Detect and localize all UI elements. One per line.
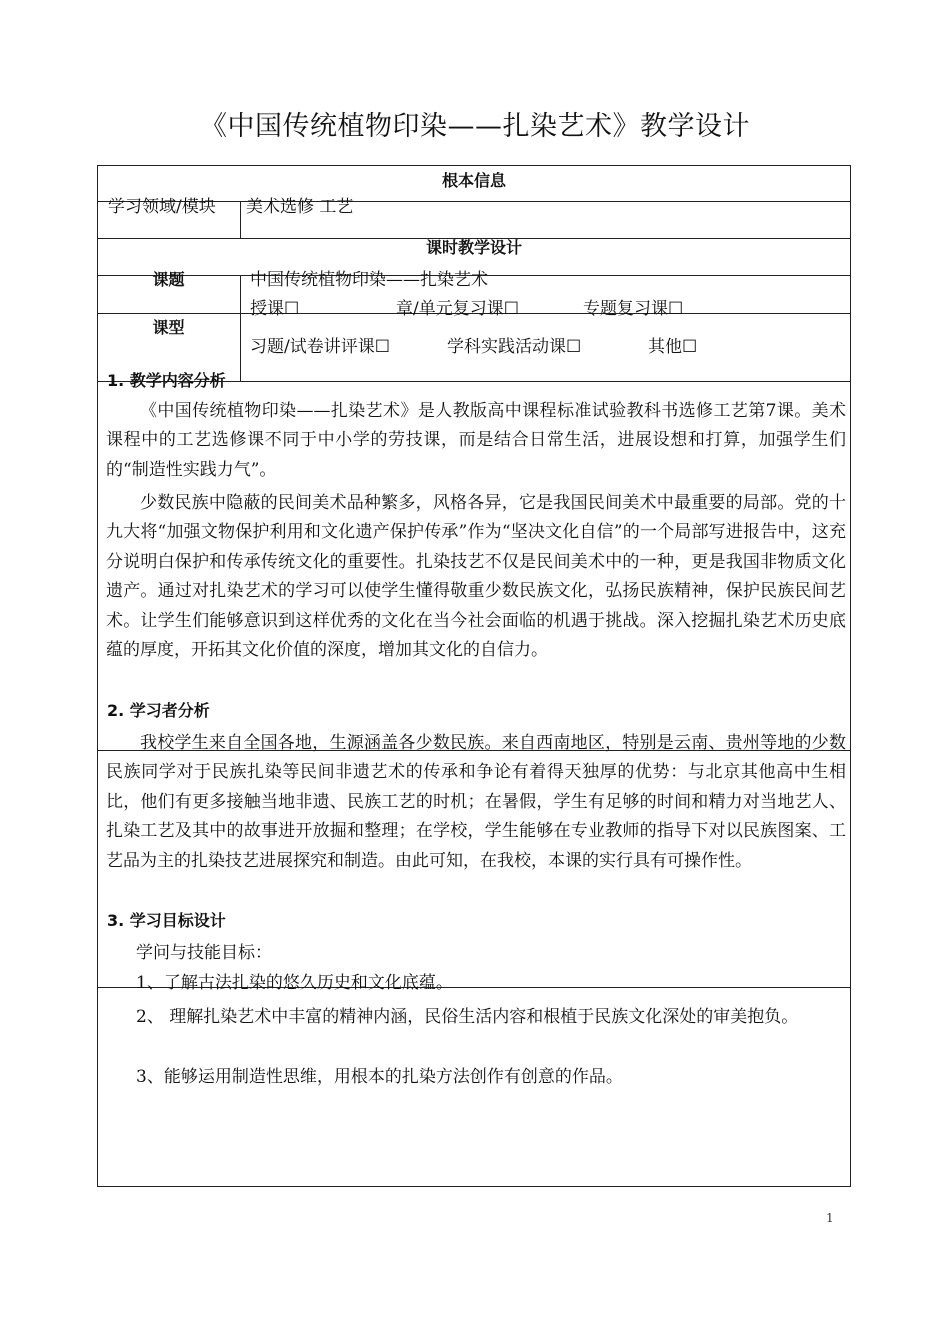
section2-heading: 2. 学习者分析 [107, 701, 210, 720]
domain-label: 学习领域/模块 [108, 197, 216, 217]
type-option-other: 其他☐ [648, 337, 698, 357]
type-option-topic-review: 专题复习课☐ [583, 299, 684, 319]
domain-value: 美术选修 工艺 [246, 197, 354, 217]
section1-paragraph: 少数民族中隐蔽的民间美术品种繁多，风格各异，它是我国民间美术中最重要的局部。党的十九大将“加强文物保护利用和文化遗产保护传承”作为“坚决文化自信”的一个局部写进报告中，这充分说明白保护和传承传统文化的重要性。扎染技艺不仅是民间美术中的一种，更是我国非物质文化遗产。通过对扎染艺术的学习可以使学生懂得敬重少数民族文化，弘扬民族精神，保护民族民间艺术。让学生们能够意识到这样优秀的文化在当今社会面临的机遇于挑战。深入挖掘扎染艺术历史底蕴的厚度，开拓其文化价值的深度，增加其文化的自信力。 [106, 493, 846, 661]
section3-heading: 3. 学习目标设计 [107, 911, 226, 930]
page-number: 1 [826, 1211, 834, 1225]
basic-info-heading: 根本信息 [441, 171, 506, 190]
type-option-lecture: 授课☐ [250, 299, 300, 319]
objective-item: 2、 理解扎染艺术中丰富的精神内涵，民俗生活内容和根植于民族文化深处的审美抱负。 [136, 1007, 799, 1027]
topic-value: 中国传统植物印染——扎染艺术 [250, 270, 488, 290]
topic-label: 课题 [152, 270, 185, 289]
document-title: 《中国传统植物印染——扎染艺术》教学设计 [200, 111, 750, 142]
objective-item: 3、能够运用制造性思维，用根本的扎染方法创作有创意的作品。 [136, 1067, 623, 1087]
type-option-exercise-review: 习题/试卷讲评课☐ [250, 337, 390, 357]
type-label: 课型 [152, 318, 185, 337]
objectives-subheading: 学问与技能目标： [136, 943, 272, 963]
objective-item: 1、了解古法扎染的悠久历史和文化底蕴。 [136, 973, 453, 993]
section1-paragraph: 《中国传统植物印染——扎染艺术》是人教版高中课程标准试验教科书选修工艺第7课。美术课程中的工艺选修课不同于中小学的劳技课，而是结合日常生活，进展设想和打算，加强学生们的“制造性实践力气”。 [106, 401, 846, 480]
table-divider [240, 275, 241, 381]
type-option-practice: 学科实践活动课☐ [447, 337, 582, 357]
type-option-unit-review: 章/单元复习课☐ [396, 299, 519, 319]
table-divider [240, 201, 241, 238]
section1-heading: 1. 教学内容分析 [107, 371, 226, 390]
section2-paragraph: 我校学生来自全国各地，生源涵盖各少数民族。来自西南地区，特别是云南、贵州等地的少数民族同学对于民族扎染等民间非遗艺术的传承和争论有着得天独厚的优势：与北京其他高中生相比，他们有更多接触当地非遗、民族工艺的时机；在暑假，学生有足够的时间和精力对当地艺人、扎染工艺及其中的故事进开放掘和整理；在学校，学生能够在专业教师的指导下对以民族图案、工艺品为主的扎染技艺进展探究和制造。由此可知，在我校，本课的实行具有可操作性。 [106, 733, 846, 871]
lesson-design-heading: 课时教学设计 [425, 238, 522, 257]
